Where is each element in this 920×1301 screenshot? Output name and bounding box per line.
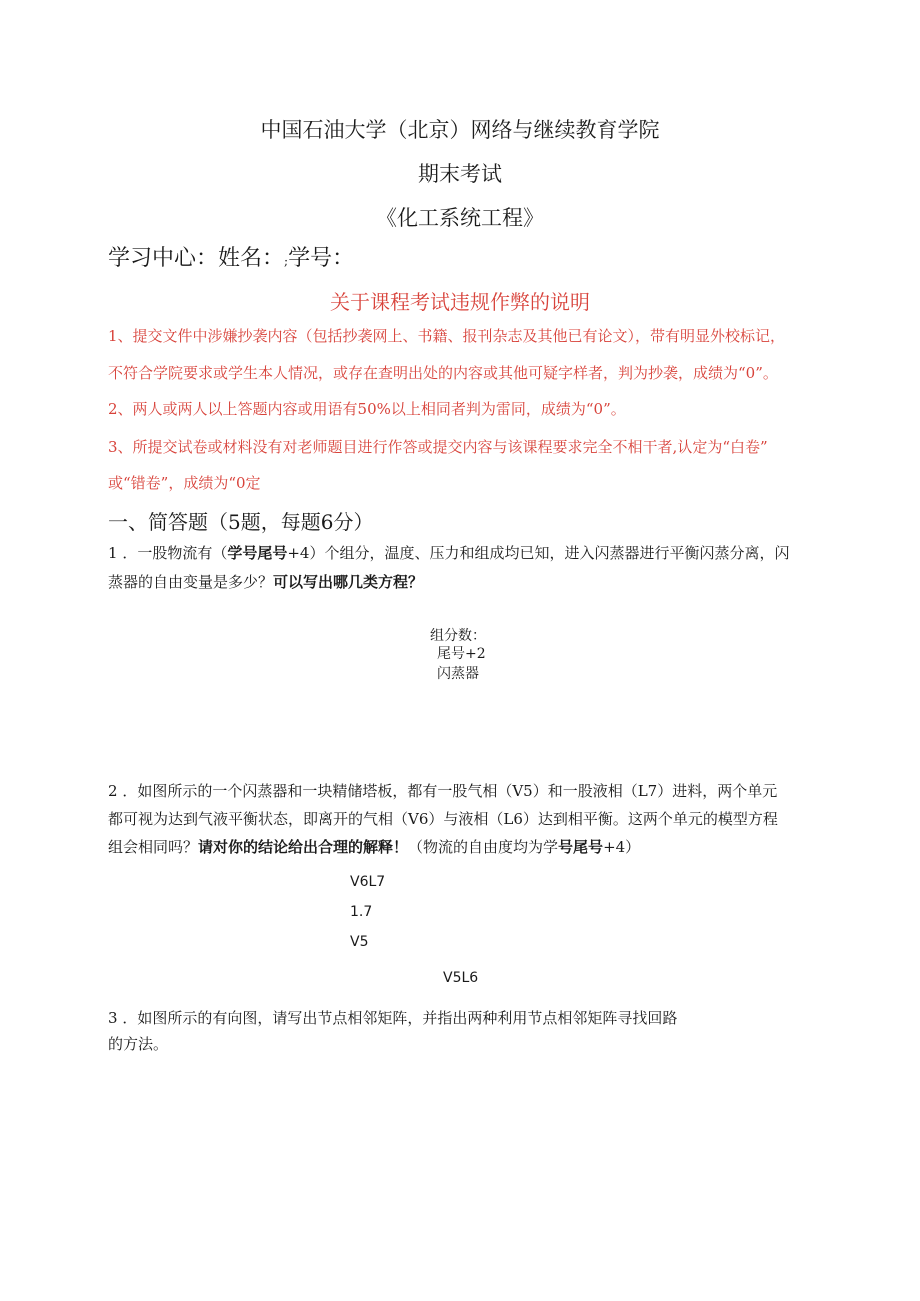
figure-label-v5: V5: [350, 934, 369, 950]
question-1-emphasis-2: 可以写出哪几类方程？: [273, 573, 424, 591]
question-2-line-2: 都可视为达到气液平衡状态，即离开的气相（V6）与液相（L6）达到相平衡。这两个单元的模型方程: [108, 810, 778, 828]
question-2-line-3: [108, 836, 640, 857]
question-3-number: 3: [108, 1009, 118, 1027]
answer-1-line-3: 闪蒸器: [437, 666, 479, 682]
name-label: 姓名：: [218, 246, 285, 271]
notice-rule-1-line-1: 1、提交文件中涉嫌抄袭内容（包括抄袭网上、书籍、报刊杂志及其他已有论文），带有明显外校标记，: [108, 327, 786, 345]
question-1-emphasis: 学号尾号: [227, 544, 288, 562]
info-separator: ;: [284, 254, 289, 268]
question-2-note-emphasis: 号尾号: [558, 838, 604, 856]
question-1-text: ．一股物流有（: [117, 544, 228, 562]
school-title: 中国石油大学（北京）网络与继续教育学院: [260, 118, 660, 142]
study-center-label: 学习中心：: [108, 246, 219, 271]
question-2-number: 2: [108, 782, 118, 800]
question-1-text-cont: +4）个组分，温度、压力和组成均已知，进入闪蒸器进行平衡闪蒸分离，闪: [287, 544, 790, 562]
answer-1-line-2: 尾号+2: [437, 646, 486, 662]
question-1-line-2: [108, 571, 423, 592]
student-info-line: [108, 241, 354, 272]
notice-rule-1-line-2: 不符合学院要求或学生本人情况，或存在查明出处的内容或其他可疑字样者，判为抄袭，成绩为“0”。: [108, 364, 778, 382]
question-2-text: ．如图所示的一个闪蒸器和一块精储塔板，都有一股气相（V5）和一股液相（L7）进料，两个单元: [117, 782, 778, 800]
question-1-number: 1: [108, 544, 118, 562]
question-3-line-1: [108, 1007, 677, 1028]
question-2-note: （物流的自由度均为学: [408, 838, 559, 856]
question-2-line-1: [108, 780, 777, 801]
question-2-note-end: +4）: [603, 838, 641, 856]
question-3-text: ．如图所示的有向图，请写出节点相邻矩阵，并指出两种利用节点相邻矩阵寻找回路: [117, 1009, 678, 1027]
question-1-text-line-2: 蒸器的自由变量是多少？: [108, 573, 274, 591]
notice-rule-3-line-2: 或“错卷”，成绩为“0定: [108, 474, 261, 492]
question-2-text-line-3: 组会相同吗？: [108, 838, 199, 856]
notice-rule-3-line-1: 3、所提交试卷或材料没有对老师题目进行作答或提交内容与该课程要求完全不相干者,认定为“白卷”: [108, 438, 768, 456]
course-title: 《化工系统工程》: [376, 206, 544, 230]
figure-label-1-7: 1.7: [350, 904, 373, 920]
notice-rule-2: 2、两人或两人以上答题内容或用语有50%以上相同者判为雷同，成绩为“0”。: [108, 400, 626, 418]
exam-title: 期末考试: [418, 162, 502, 186]
question-2-emphasis: 请对你的结论给出合理的解释！: [198, 838, 409, 856]
section-heading: 一、简答题（5题，每题6分）: [108, 510, 374, 534]
question-3-line-2: 的方法。: [108, 1035, 169, 1053]
answer-1-line-1: 组分数：: [430, 628, 486, 644]
figure-label-v6l7: V6L7: [350, 874, 386, 890]
student-id-label: 学号：: [288, 246, 355, 271]
notice-title: 关于课程考试违规作弊的说明: [330, 290, 590, 314]
figure-label-v5l6: V5L6: [443, 970, 479, 986]
question-1-line-1: [108, 542, 789, 563]
